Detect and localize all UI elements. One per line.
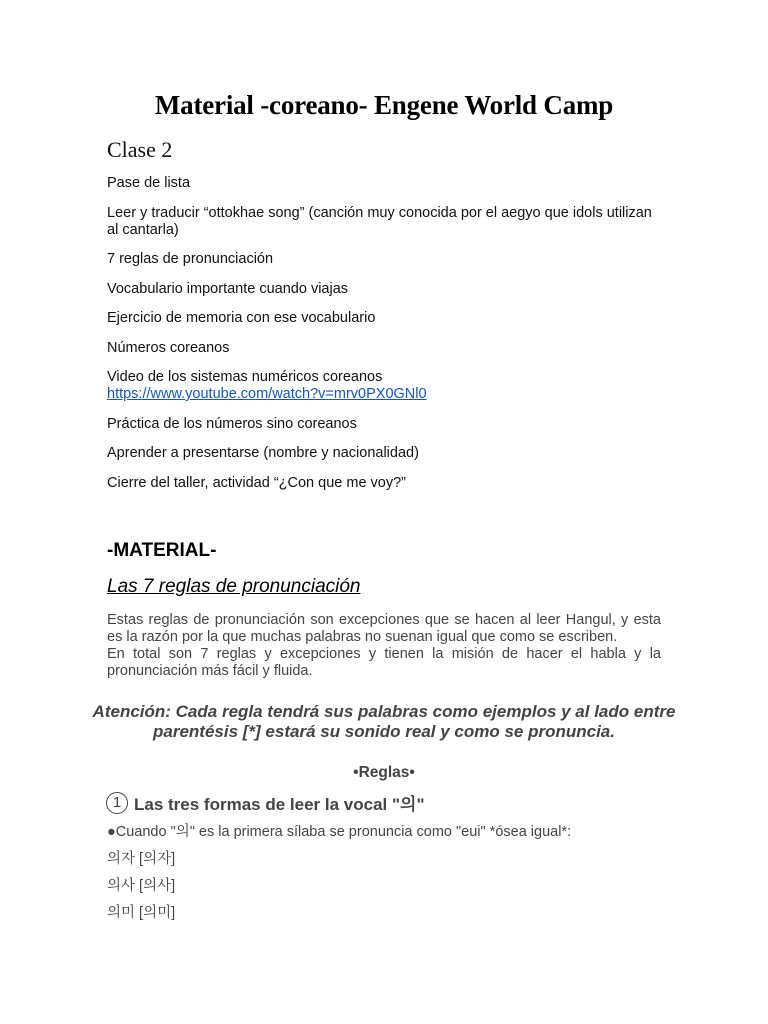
- agenda-item: Vocabulario importante cuando viajas: [107, 280, 349, 297]
- agenda-item: Números coreanos: [107, 339, 230, 356]
- intro-paragraph: [107, 612, 661, 680]
- intro-text-2: En total son 7 reglas y excepciones y tienen la misión de hacer el habla y la pronunciación más fácil y fluida.: [107, 646, 661, 679]
- rule-1-description: ●Cuando "의" es la primera sílaba se pronuncia como "eui" *ósea igual*:: [107, 824, 572, 840]
- rule-example: 의미 [의미]: [107, 905, 176, 921]
- section-title: Las 7 reglas de pronunciación: [107, 576, 361, 597]
- rule-1-heading: [106, 790, 425, 815]
- intro-text-1: Estas reglas de pronunciación son excepciones que se hacen al leer Hangul, y esta es la razón por la que muchas palabras no suenan igual que como se escriben.: [107, 612, 661, 645]
- agenda-list: [107, 175, 667, 504]
- agenda-item: Práctica de los números sino coreanos: [107, 415, 357, 432]
- youtube-video-link[interactable]: https://www.youtube.com/watch?v=mrv0PX0GNl0: [107, 386, 427, 402]
- attention-note: Atención: Cada regla tendrá sus palabras como ejemplos y al lado entre parentésis [*] estará su sonido real y como se pronuncia.: [92, 702, 676, 741]
- rule-number-badge: 1: [106, 792, 128, 814]
- agenda-item: Pase de lista: [107, 175, 191, 191]
- class-subtitle: Clase 2: [107, 137, 173, 162]
- document-title: Material -coreano- Engene World Camp: [154, 90, 614, 120]
- rule-example: 의자 [의자]: [107, 851, 176, 867]
- material-heading: -MATERIAL-: [107, 540, 217, 561]
- agenda-item: Ejercicio de memoria con ese vocabulario: [107, 310, 376, 326]
- agenda-item: Aprender a presentarse (nombre y nacionalidad): [107, 445, 419, 461]
- rule-1-title: Las tres formas de leer la vocal "의": [134, 795, 425, 814]
- rule-example: 의사 [의사]: [107, 878, 176, 894]
- agenda-item-video: [107, 369, 667, 403]
- agenda-item: 7 reglas de pronunciación: [107, 251, 274, 267]
- agenda-item: Cierre del taller, actividad “¿Con que me voy?”: [107, 474, 406, 491]
- rule-1-content: [107, 824, 571, 932]
- rules-heading: •Reglas•: [353, 764, 415, 781]
- agenda-item-video-label: Video de los sistemas numéricos coreanos: [107, 369, 383, 385]
- agenda-item: Leer y traducir “ottokhae song” (canción muy conocida por el aegyo que idols utilizan al cantarla): [107, 204, 652, 238]
